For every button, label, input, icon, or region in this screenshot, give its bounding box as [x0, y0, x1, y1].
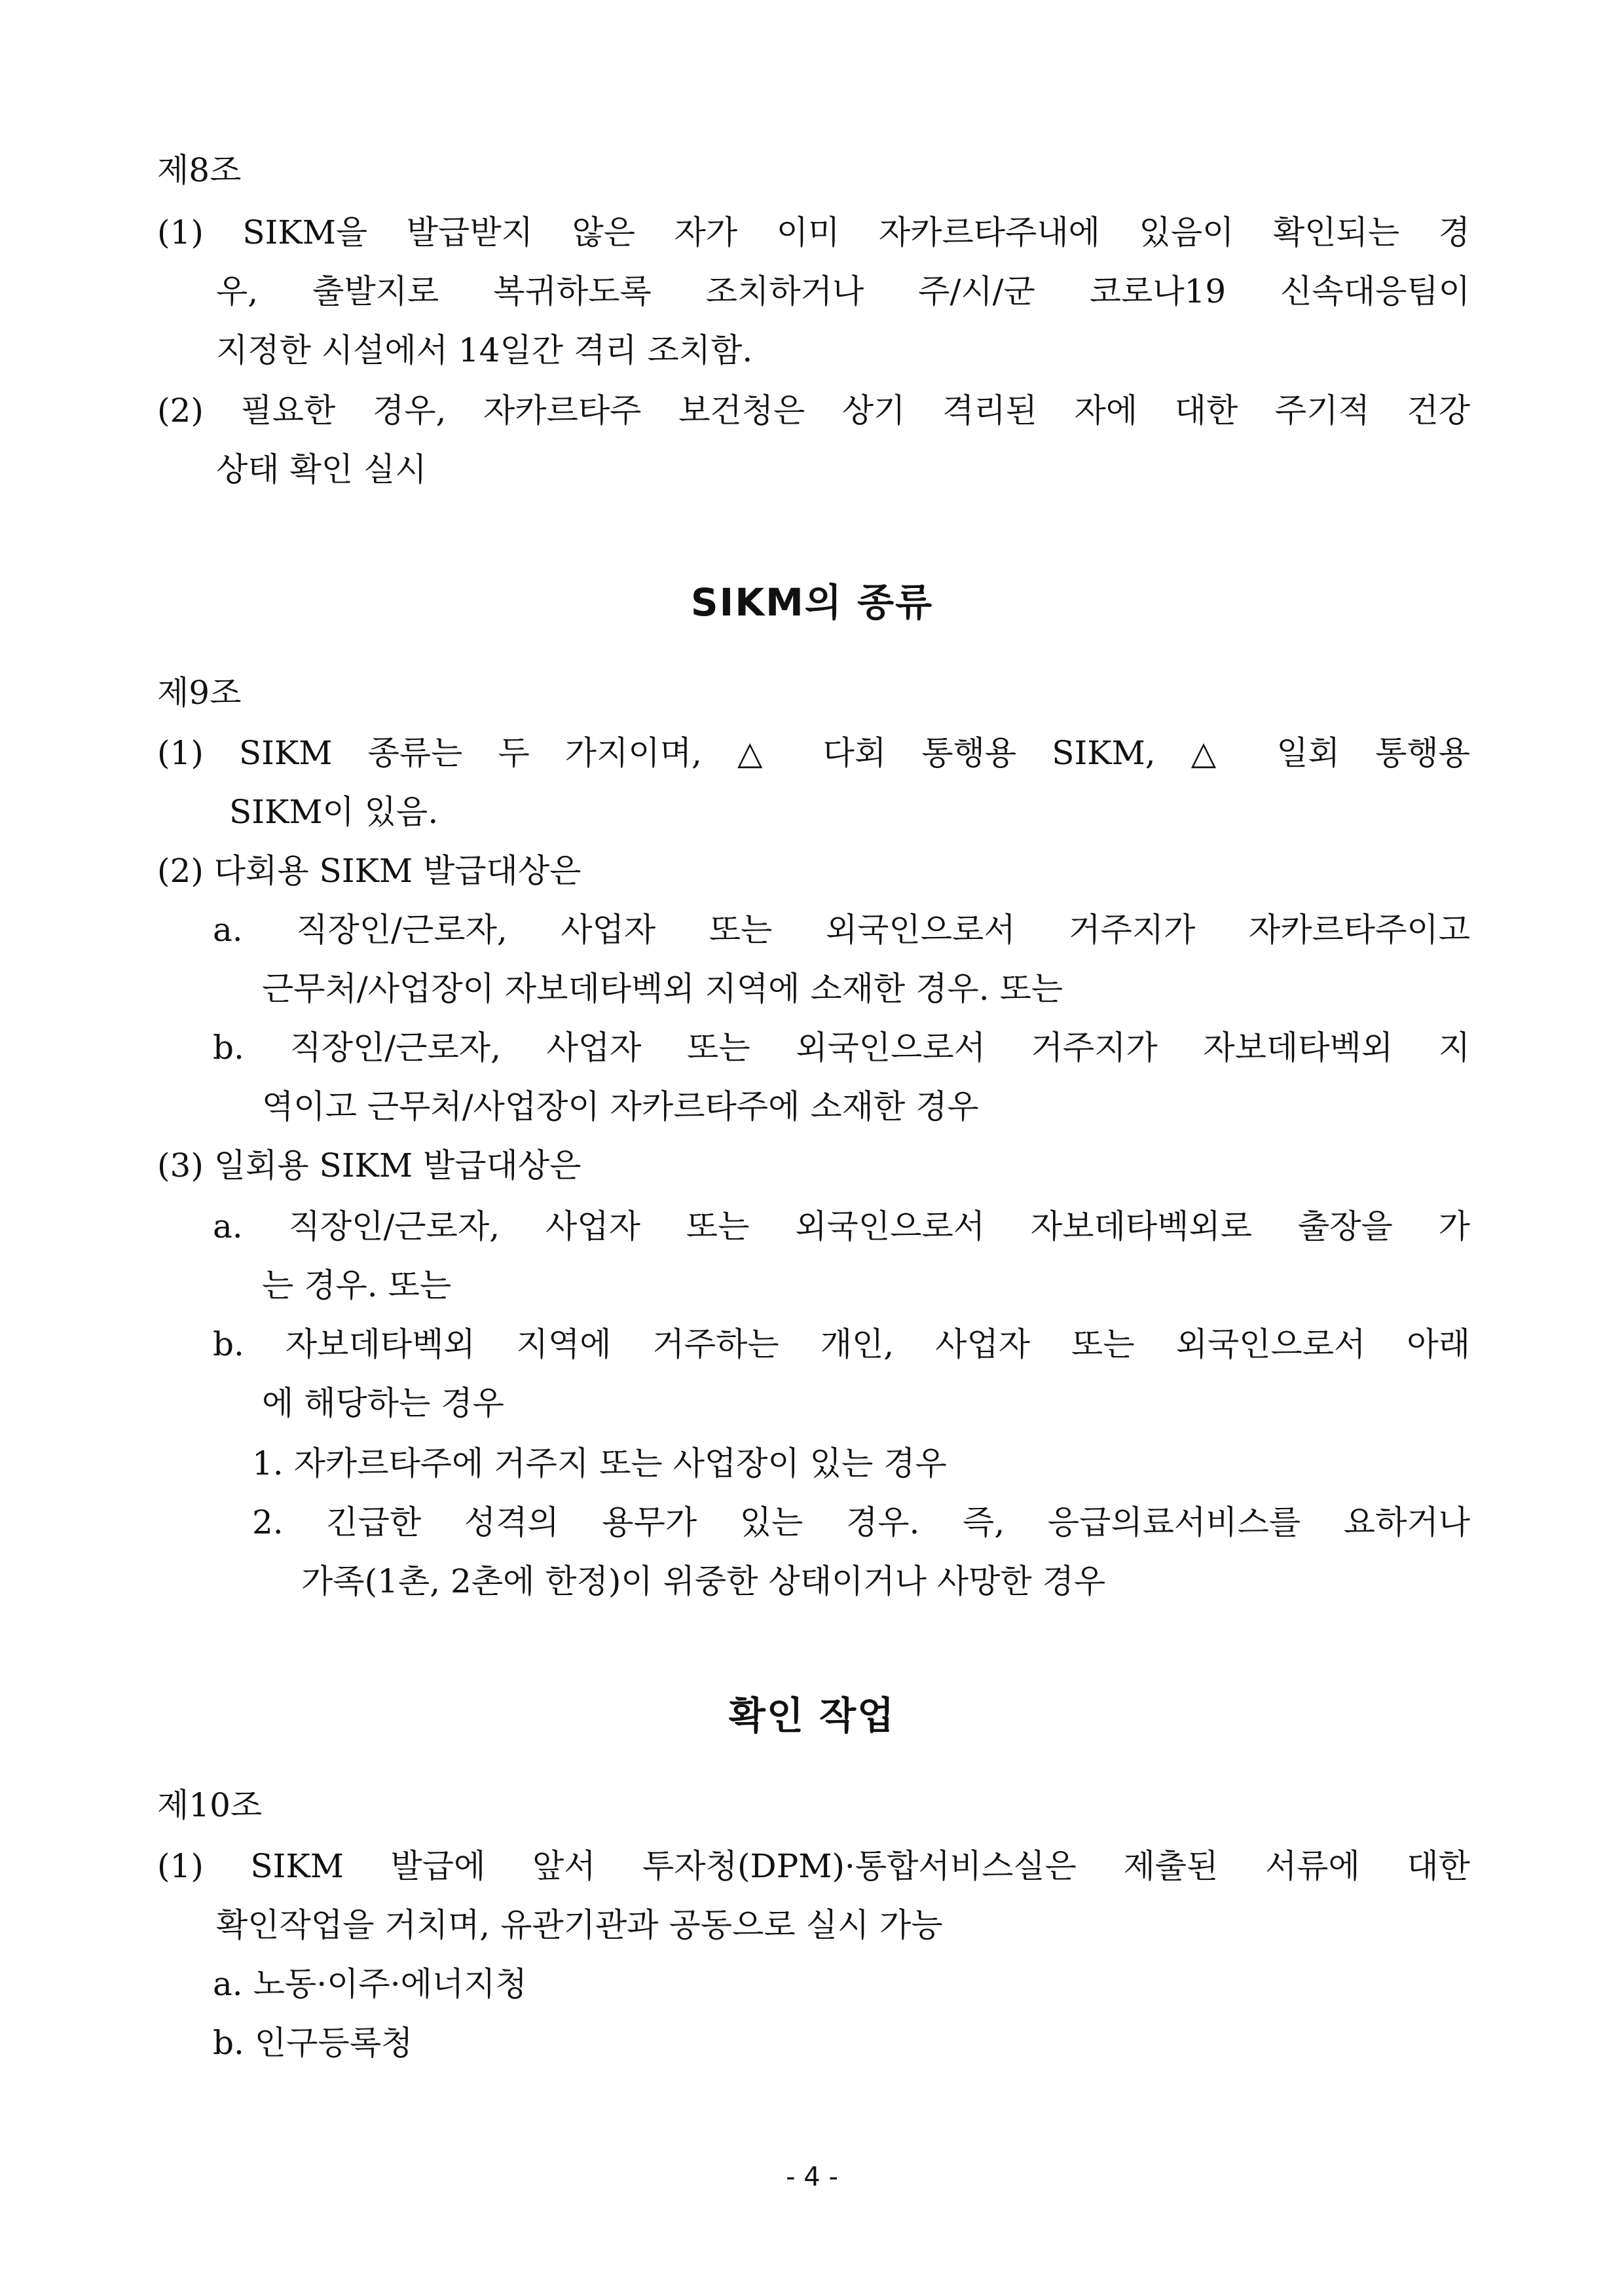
article-8-para-2-line-2: 상태 확인 실시	[216, 450, 427, 488]
article-10-item-a: a. 노동·이주·에너지청	[213, 1965, 527, 2003]
article-9-title: 제9조	[157, 674, 242, 712]
article-8-para-1-line-1: (1) SIKM을 발급받지 않은 자가 이미 자카르타주내에 있음이 확인되는 경	[157, 213, 1470, 251]
article-9-para-1-line-1: (1) SIKM 종류는 두 가지이며, △ 다회 통행용 SIKM, △ 일회 통행용	[157, 734, 1470, 772]
article-9-para-2-line-1: (2) 다회용 SIKM 발급대상은	[157, 852, 581, 890]
article-9-para-2a-line-1: a. 직장인/근로자, 사업자 또는 외국인으로서 거주지가 자카르타주이고	[213, 911, 1470, 949]
article-8-title: 제8조	[157, 151, 242, 189]
article-9-para-3a-line-2: 는 경우. 또는	[262, 1266, 452, 1304]
article-9-para-2a-line-2: 근무처/사업장이 자보데타벡외 지역에 소재한 경우. 또는	[262, 970, 1063, 1008]
page-number: - 4 -	[786, 2162, 838, 2192]
article-9-para-3-line-1: (3) 일회용 SIKM 발급대상은	[157, 1147, 581, 1184]
article-9-para-3b-line-2: 에 해당하는 경우	[262, 1384, 504, 1422]
article-10-title: 제10조	[157, 1786, 263, 1824]
article-9-para-3a-line-1: a. 직장인/근로자, 사업자 또는 외국인으로서 자보데타벡외로 출장을 가	[213, 1207, 1470, 1245]
article-9-para-1-line-2: SIKM이 있음.	[229, 793, 439, 831]
article-9-para-2b-line-2: 역이고 근무처/사업장이 자카르타주에 소재한 경우	[262, 1088, 979, 1126]
article-9-para-3b-item-2-line-1: 2. 긴급한 성격의 용무가 있는 경우. 즉, 응급의료서비스를 요하거나	[252, 1503, 1470, 1541]
article-8-para-1-line-2: 우, 출발지로 복귀하도록 조치하거나 주/시/군 코로나19 신속대응팀이	[216, 272, 1470, 310]
article-9-para-3b-line-1: b. 자보데타벡외 지역에 거주하는 개인, 사업자 또는 외국인으로서 아래	[213, 1325, 1470, 1363]
section-heading-sikm-types: SIKM의 종류	[690, 580, 934, 625]
section-heading-verification: 확인 작업	[728, 1693, 896, 1738]
article-9-para-2b-line-1: b. 직장인/근로자, 사업자 또는 외국인으로서 거주지가 자보데타벡외 지	[213, 1029, 1470, 1067]
article-8-para-2-line-1: (2) 필요한 경우, 자카르타주 보건청은 상기 격리된 자에 대한 주기적 건강	[157, 392, 1470, 430]
article-10-para-1-line-2: 확인작업을 거치며, 유관기관과 공동으로 실시 가능	[216, 1906, 943, 1944]
article-8-para-1-line-3: 지정한 시설에서 14일간 격리 조치함.	[216, 331, 753, 369]
article-9-para-3b-item-2-line-2: 가족(1촌, 2촌에 한정)이 위중한 상태이거나 사망한 경우	[301, 1562, 1106, 1600]
article-9-para-3b-item-1: 1. 자카르타주에 거주지 또는 사업장이 있는 경우	[252, 1444, 947, 1482]
article-10-para-1-line-1: (1) SIKM 발급에 앞서 투자청(DPM)·통합서비스실은 제출된 서류에 대한	[157, 1847, 1470, 1885]
article-10-item-b: b. 인구등록청	[213, 2024, 413, 2062]
